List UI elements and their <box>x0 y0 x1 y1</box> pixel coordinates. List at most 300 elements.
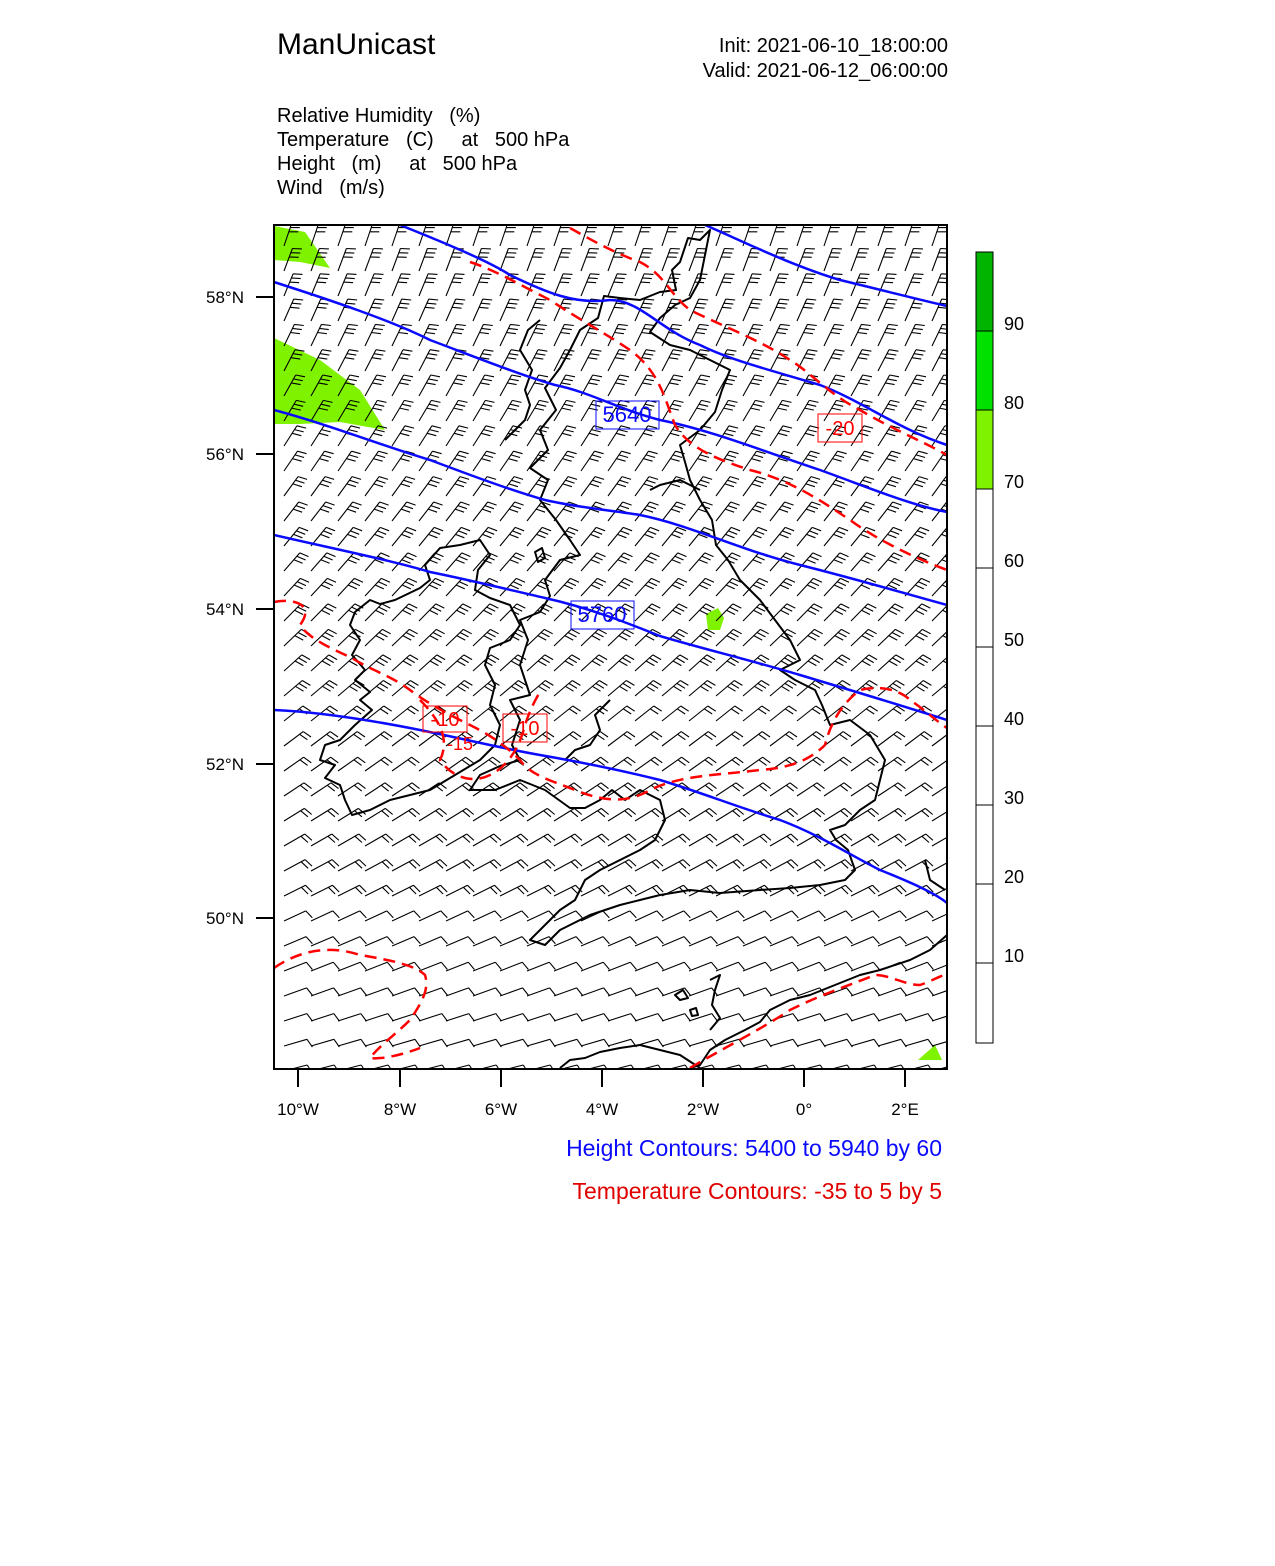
wind-barb <box>365 477 388 496</box>
wind-barb <box>824 885 852 896</box>
wind-barb <box>743 274 762 296</box>
wind-barb <box>662 808 690 821</box>
wind-barb <box>419 629 445 646</box>
wind-barb <box>338 553 363 571</box>
wind-barb <box>743 400 765 421</box>
wind-barb <box>797 527 821 546</box>
wind-barb <box>797 911 825 921</box>
wind-barb <box>878 1014 907 1022</box>
wind-barb <box>500 1014 529 1022</box>
wind-barb <box>419 527 443 546</box>
wind-barb <box>851 783 879 796</box>
height-contour-label: 5640 <box>602 402 652 427</box>
wind-barb <box>338 988 367 996</box>
wind-barb <box>905 937 933 946</box>
colorbar-label: 30 <box>1004 788 1025 808</box>
wind-barb <box>284 527 308 546</box>
wind-barb <box>635 527 659 546</box>
wind-barb <box>716 451 739 471</box>
wind-barb <box>581 706 608 721</box>
wind-barb <box>473 527 497 546</box>
wind-barb <box>716 911 744 921</box>
wind-barb <box>365 783 393 796</box>
field-height: Height (m) at 500 hPa <box>277 153 518 175</box>
wind-barb <box>905 655 931 671</box>
wind-barb <box>581 527 605 546</box>
wind-barb <box>554 655 580 671</box>
colorbar-label: 60 <box>1004 551 1025 571</box>
wind-barb <box>743 502 767 521</box>
wind-barb <box>473 375 494 396</box>
wind-barb <box>500 527 524 546</box>
wind-barb <box>419 1014 448 1022</box>
wind-barb <box>500 400 522 421</box>
wind-barb <box>419 604 444 621</box>
wind-barb <box>689 757 716 771</box>
wind-barb <box>500 1039 528 1047</box>
wind-barb <box>689 1039 717 1047</box>
wind-barb <box>770 706 797 721</box>
wind-barb <box>284 911 312 921</box>
wind-barb <box>608 477 631 496</box>
wind-barb <box>311 1039 339 1047</box>
wind-barb <box>608 937 636 946</box>
wind-barb <box>419 834 447 846</box>
field-temperature: Temperature (C) at 500 hPa <box>277 129 570 151</box>
wind-barb <box>608 324 628 346</box>
wind-barb <box>824 324 844 346</box>
wind-barb <box>878 706 905 721</box>
wind-barb <box>365 988 394 996</box>
wind-barb <box>473 400 495 421</box>
wind-barb <box>662 937 690 946</box>
wind-barb <box>284 502 308 521</box>
wind-barb <box>581 553 606 571</box>
wind-barb <box>689 681 715 697</box>
wind-barb <box>446 860 474 871</box>
wind-barb <box>365 860 393 871</box>
wind-barb <box>419 937 447 946</box>
wind-barb <box>797 578 822 596</box>
wind-barb <box>311 962 339 971</box>
wind-barb <box>662 757 689 771</box>
wind-barb <box>284 324 304 346</box>
wind-barb <box>635 757 662 771</box>
wind-barb <box>716 757 743 771</box>
wind-barb <box>554 578 579 596</box>
wind-barb <box>770 375 791 396</box>
wind-barb <box>770 324 790 346</box>
wind-barb <box>500 375 521 396</box>
lat-label: 58°N <box>206 288 244 307</box>
wind-barb <box>635 604 660 621</box>
wind-barb <box>284 553 309 571</box>
wind-barb <box>446 962 474 971</box>
wind-barb <box>743 860 771 871</box>
wind-barb <box>851 732 878 746</box>
wind-barb <box>554 1039 582 1047</box>
wind-barb <box>743 732 770 746</box>
colorbar-label: 50 <box>1004 630 1025 650</box>
wind-barb <box>770 274 789 296</box>
wind-barb <box>581 629 607 646</box>
wind-barb <box>662 553 687 571</box>
wind-barb <box>851 655 877 671</box>
wind-barb <box>608 962 636 971</box>
wind-barb <box>284 860 312 871</box>
wind-barb <box>662 834 690 846</box>
wind-barb <box>743 937 771 946</box>
wind-barb <box>311 604 336 621</box>
wind-barb <box>743 249 761 272</box>
wind-barb-field <box>284 223 961 1073</box>
wind-barb <box>311 911 339 921</box>
wind-barb <box>905 962 933 971</box>
wind-barb <box>905 629 931 646</box>
wind-barb <box>284 834 312 846</box>
coastline-layer <box>320 230 947 1068</box>
wind-barb <box>905 299 924 321</box>
france-coastline <box>690 935 947 1068</box>
wind-barb <box>689 553 714 571</box>
wind-barb <box>851 249 869 272</box>
wind-barb <box>338 681 364 697</box>
wind-barb <box>608 578 633 596</box>
wind-barb <box>851 553 876 571</box>
wind-barb <box>392 988 421 996</box>
wind-barb <box>473 223 490 246</box>
wind-barb <box>392 426 414 446</box>
wind-barb <box>851 223 868 246</box>
wind-barb <box>905 681 931 697</box>
wind-barb <box>311 299 330 321</box>
wind-barb <box>716 681 742 697</box>
wind-barb <box>689 629 715 646</box>
wind-barb <box>662 223 679 246</box>
wind-barb <box>581 274 600 296</box>
wind-barb <box>473 911 501 921</box>
wind-barb <box>851 1039 879 1047</box>
wind-barb <box>554 962 582 971</box>
wind-barb <box>905 350 925 371</box>
wind-barb <box>392 834 420 846</box>
wind-barb <box>419 426 441 446</box>
wind-barb <box>797 937 825 946</box>
wind-barb <box>311 885 339 896</box>
wind-barb <box>365 604 390 621</box>
colorbar-label: 10 <box>1004 946 1025 966</box>
wind-barb <box>392 937 420 946</box>
wind-barb <box>716 706 743 721</box>
wind-barb <box>365 629 391 646</box>
wind-barb <box>635 962 663 971</box>
wind-barb <box>905 1039 933 1047</box>
wind-barb <box>500 988 529 996</box>
wind-barb <box>851 527 875 546</box>
wind-barb <box>500 962 528 971</box>
wind-barb <box>824 299 843 321</box>
wind-barb <box>338 477 361 496</box>
wind-barb <box>905 911 933 921</box>
wind-barb <box>635 1014 664 1022</box>
wind-barb <box>608 681 634 697</box>
wind-barb <box>770 988 799 996</box>
wind-barb <box>419 553 444 571</box>
wind-barb <box>797 274 816 296</box>
lat-label: 56°N <box>206 445 244 464</box>
latitude-axis <box>206 288 274 928</box>
wind-barb <box>446 477 469 496</box>
wind-barb <box>878 324 898 346</box>
wind-barb <box>392 274 411 296</box>
colorbar-segment-80-90 <box>976 331 993 410</box>
humidity-area-se <box>918 1045 942 1060</box>
wind-barb <box>338 937 366 946</box>
wind-barb <box>716 299 735 321</box>
wind-barb <box>716 732 743 746</box>
colorbar-label: 40 <box>1004 709 1025 729</box>
wind-barb <box>824 757 851 771</box>
wind-barb <box>608 350 628 371</box>
wind-barb <box>473 604 498 621</box>
wind-barb <box>662 911 690 921</box>
wind-barb <box>851 375 872 396</box>
wind-barb <box>338 451 361 471</box>
wind-barb <box>419 578 444 596</box>
wind-barb <box>878 249 896 272</box>
wind-barb <box>554 808 582 821</box>
wind-barb <box>338 502 362 521</box>
wind-barb <box>392 400 414 421</box>
wind-barb <box>419 911 447 921</box>
wind-barb <box>581 249 599 272</box>
humidity-colorbar <box>976 252 1024 1043</box>
wind-barb <box>662 1014 691 1022</box>
wind-barb <box>365 350 385 371</box>
wind-barb <box>905 375 926 396</box>
wind-barb <box>743 1039 771 1047</box>
wind-barb <box>878 988 907 996</box>
wind-barb <box>527 757 554 771</box>
wind-barb <box>851 911 879 921</box>
wind-barb <box>770 502 794 521</box>
wind-barb <box>284 808 312 821</box>
wind-barb <box>689 502 713 521</box>
wind-barb <box>743 477 766 496</box>
colorbar-segment-70-80 <box>976 410 993 489</box>
wind-barb <box>824 223 841 246</box>
wind-barb <box>770 962 798 971</box>
wind-barb <box>689 375 710 396</box>
wind-barb <box>419 274 438 296</box>
wind-barb <box>824 1039 852 1047</box>
wind-barb <box>284 426 306 446</box>
wind-barb <box>608 1014 637 1022</box>
temperature-contour-label: -15 <box>446 734 474 754</box>
wind-barb <box>905 604 930 621</box>
humidity-area-pennines <box>706 608 724 630</box>
wind-barb <box>743 988 772 996</box>
wind-barb <box>338 962 366 971</box>
wind-barb <box>392 706 419 721</box>
wind-barb <box>554 860 582 871</box>
wind-barb <box>635 706 662 721</box>
wind-barb <box>500 451 523 471</box>
wind-barb <box>284 681 310 697</box>
wind-barb <box>851 502 875 521</box>
wind-barb <box>662 732 689 746</box>
wind-barb <box>824 553 849 571</box>
wind-barb <box>446 553 471 571</box>
wind-barb <box>554 1014 583 1022</box>
wind-barb <box>635 578 660 596</box>
wind-barb <box>500 299 519 321</box>
brittany-coastline <box>560 1045 700 1068</box>
wind-barb <box>338 911 366 921</box>
wind-barb <box>581 451 604 471</box>
wind-barb <box>311 1014 340 1022</box>
wind-barb <box>608 249 626 272</box>
wind-barb <box>473 834 501 846</box>
wind-barb <box>392 375 413 396</box>
wind-barb <box>554 451 577 471</box>
wind-barb <box>473 757 500 771</box>
wind-barb <box>527 681 553 697</box>
lat-label: 52°N <box>206 755 244 774</box>
wind-barb <box>554 324 574 346</box>
wind-barb <box>473 274 492 296</box>
wind-barb <box>932 375 953 396</box>
wind-barb <box>689 400 711 421</box>
colorbar-label: 20 <box>1004 867 1025 887</box>
wind-barb <box>932 477 955 496</box>
wind-barb <box>419 681 445 697</box>
wind-barb <box>716 477 739 496</box>
temperature-contour-label: -10 <box>510 718 540 740</box>
wind-barb <box>770 426 792 446</box>
wind-barb <box>662 578 687 596</box>
wind-barb <box>635 732 662 746</box>
height-contour-label: 5760 <box>577 602 627 627</box>
wind-barb <box>473 324 493 346</box>
wind-barb <box>635 274 654 296</box>
wind-barb <box>689 732 716 746</box>
wind-barb <box>284 732 311 746</box>
wind-barb <box>662 860 690 871</box>
wind-barb <box>635 655 661 671</box>
wind-barb <box>473 1014 502 1022</box>
wind-barb <box>608 732 635 746</box>
wind-barb <box>419 299 438 321</box>
wind-barb <box>338 885 366 896</box>
wind-barb <box>527 988 556 996</box>
wind-barb <box>419 400 441 421</box>
wind-barb <box>797 299 816 321</box>
wind-barb <box>527 962 555 971</box>
wind-barb <box>689 834 717 846</box>
wind-barb <box>527 808 555 821</box>
wind-barb <box>878 808 906 821</box>
wind-barb <box>905 1014 934 1022</box>
wind-barb <box>662 706 689 721</box>
wind-barb <box>554 937 582 946</box>
wind-barb <box>554 681 580 697</box>
wind-barb <box>311 937 339 946</box>
wind-barb <box>608 860 636 871</box>
wind-barb <box>932 527 956 546</box>
wind-barb <box>446 885 474 896</box>
wind-barb <box>581 502 605 521</box>
wind-barb <box>716 783 744 796</box>
wind-barb <box>446 400 468 421</box>
wind-barb <box>770 681 796 697</box>
wind-barb <box>338 324 358 346</box>
wind-barb <box>608 834 636 846</box>
wind-barb <box>770 400 792 421</box>
wind-barb <box>905 860 933 871</box>
wind-barb <box>500 937 528 946</box>
wind-barb <box>500 783 528 796</box>
wind-barb <box>878 553 903 571</box>
wind-barb <box>338 527 362 546</box>
wind-barb <box>932 350 952 371</box>
wind-barb <box>878 350 898 371</box>
wind-barb <box>311 477 334 496</box>
wind-barb <box>851 937 879 946</box>
wind-barb <box>635 324 655 346</box>
wind-barb <box>284 477 307 496</box>
wind-barb <box>392 732 419 746</box>
wind-barb <box>392 757 419 771</box>
wind-barb <box>446 681 472 697</box>
wind-barb <box>446 757 473 771</box>
wind-barb <box>878 451 901 471</box>
wind-barb <box>905 783 933 796</box>
wind-barb <box>527 223 544 246</box>
wind-barb <box>392 1014 421 1022</box>
wind-barb <box>527 527 551 546</box>
wind-barb <box>554 249 572 272</box>
wind-barb <box>716 578 741 596</box>
wind-barb <box>338 578 363 596</box>
wind-barb <box>635 681 661 697</box>
wind-barb <box>932 400 954 421</box>
wind-barb <box>743 783 771 796</box>
wind-barb <box>473 937 501 946</box>
wind-barb <box>770 477 793 496</box>
wind-barb <box>311 988 340 996</box>
wind-barb <box>608 451 631 471</box>
wind-barb <box>932 834 960 846</box>
temperature-contour-label: -20 <box>825 418 855 440</box>
wind-barb <box>743 962 771 971</box>
wind-barb <box>662 527 686 546</box>
wind-barb <box>473 1039 501 1047</box>
map-title: ManUnicast <box>277 28 436 61</box>
wind-barb <box>446 988 475 996</box>
wind-barb <box>473 426 495 446</box>
wind-barb <box>878 375 899 396</box>
height-contours <box>274 225 947 903</box>
wind-barb <box>365 962 393 971</box>
wind-barb <box>581 962 609 971</box>
wind-barb <box>851 350 871 371</box>
field-relative-humidity: Relative Humidity (%) <box>277 105 481 127</box>
wind-barb <box>365 502 389 521</box>
wind-barb <box>284 1014 313 1022</box>
wind-barb <box>392 808 420 821</box>
wind-barb <box>878 937 906 946</box>
